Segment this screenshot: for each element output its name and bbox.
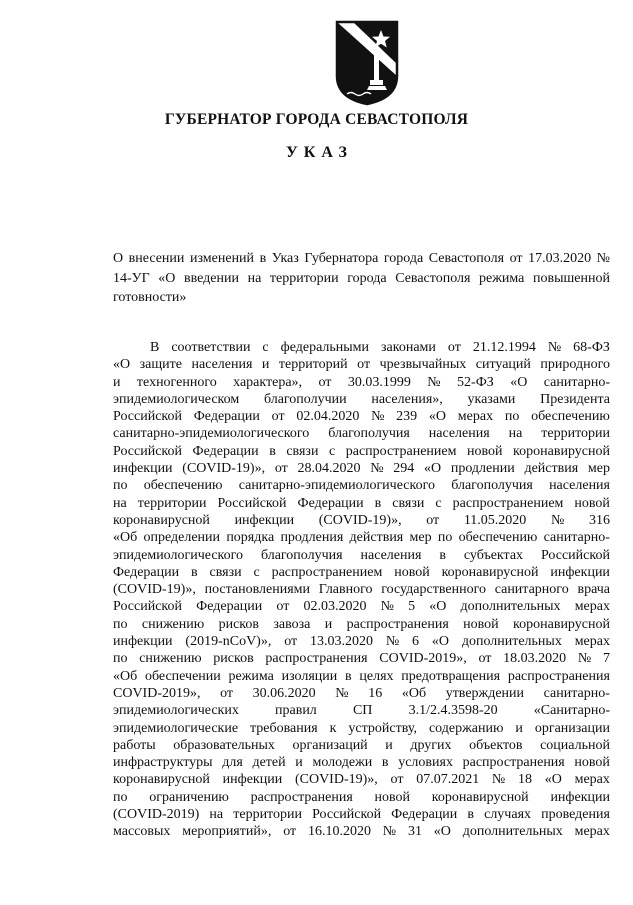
body-line [113, 339, 610, 356]
body-word: по [437, 530, 453, 546]
body-word: санитарно-эпидемиологического [113, 426, 310, 442]
body-word: связи [286, 443, 319, 459]
governor-title: ГУБЕРНАТОР ГОРОДА СЕВАСТОПОЛЯ [164, 111, 469, 128]
body-word: коронавирусной [113, 772, 210, 788]
body-word: эпидемиологического [113, 547, 244, 563]
body-word: (2019-nCoV)», [185, 634, 272, 650]
body-word: социальной [540, 737, 610, 753]
body-word: связи [392, 495, 425, 511]
body-word: объектов [469, 737, 523, 753]
body-word: завоза [273, 616, 311, 632]
body-word: снижению [141, 616, 205, 632]
body-word: 21.12.1994 [472, 340, 536, 355]
body-word: случаях [484, 807, 532, 823]
body-word: дополнительных [460, 599, 561, 615]
body-word: правил [275, 703, 317, 719]
body-word: и [261, 357, 270, 373]
body-word: и [324, 616, 333, 632]
body-word: санитарно- [543, 374, 610, 390]
body-word: мероприятий», [182, 824, 272, 840]
body-line [113, 616, 610, 633]
body-word: населения [360, 547, 422, 563]
body-word: 18 [518, 772, 533, 788]
body-word: от [318, 374, 332, 390]
body-word: характера», [233, 374, 303, 390]
body-word: субъектах [463, 547, 524, 563]
body-word: 02.04.2020 [296, 409, 360, 425]
body-word: новой [574, 755, 610, 771]
body-line [113, 495, 610, 512]
body-word: Российской [540, 547, 610, 563]
body-word: санитарно-эпидемиологического [238, 478, 435, 494]
body-word: населения [549, 478, 610, 494]
body-word: утверждении [445, 685, 525, 701]
body-word: обеспечению [143, 478, 223, 494]
body-word: «О [510, 374, 528, 390]
body-word: от [274, 461, 288, 477]
body-word: «О [428, 409, 447, 425]
body-word: от [390, 772, 404, 788]
body-word: благополучия [451, 478, 533, 494]
body-word: 16.10.2020 [307, 824, 371, 840]
body-word: обеспечению [531, 409, 610, 425]
body-word: Президента [540, 391, 610, 407]
body-word: № [371, 409, 385, 425]
body-word: эпидемиологические [113, 720, 239, 736]
body-word: территории [137, 495, 207, 511]
body-word: от [357, 357, 371, 373]
body-word: новой [374, 789, 411, 805]
body-word: коронавирусной [513, 443, 610, 459]
body-word: снижению [139, 651, 202, 667]
body-word: по [113, 616, 128, 632]
body-word: и [385, 737, 393, 753]
body-word: «О [544, 772, 562, 788]
body-word: с [435, 495, 442, 511]
body-word: чрезвычайных [379, 357, 467, 373]
body-word: проведения [541, 807, 610, 823]
body-word: новой [394, 564, 430, 580]
body-word: по [113, 478, 128, 494]
body-word: в [439, 547, 446, 563]
body-word: 30.03.1999 [347, 374, 411, 390]
body-word: распространения [250, 789, 353, 805]
body-word: территории [233, 807, 302, 823]
body-word: дополнительных [461, 634, 562, 650]
body-word: № [550, 512, 565, 528]
body-word: 68-ФЗ [573, 340, 610, 355]
body-word: населения [428, 426, 490, 442]
body-word: обеспечении [144, 668, 221, 684]
body-word: с [328, 443, 336, 459]
body-word: мерах [574, 824, 610, 840]
body-word: мерах [574, 599, 610, 615]
body-word: Федерации [196, 599, 263, 615]
body-word: в [191, 564, 198, 580]
body-word: распространением [452, 495, 564, 511]
body-word: 30.06.2020 [252, 685, 316, 701]
body-word: «О [113, 357, 131, 373]
body-word: «О [433, 824, 451, 840]
body-word: работы [113, 737, 156, 753]
body-word: 07.07.2021 [416, 772, 480, 788]
body-line [113, 702, 610, 719]
body-word: № [577, 651, 592, 667]
body-word: предотвращения [401, 668, 501, 684]
body-word: законами [381, 340, 436, 355]
body-word: изоляции [281, 668, 338, 684]
body-word: 52-ФЗ [457, 374, 494, 390]
body-word: с [262, 340, 269, 355]
body-line [113, 529, 610, 546]
body-word: 5 [408, 599, 416, 615]
body-word: 02.03.2020 [303, 599, 367, 615]
body-word: мерах [457, 409, 494, 425]
body-word: молодежи [312, 755, 373, 771]
body-word: определении [143, 530, 221, 546]
body-word: инфекции [113, 461, 173, 477]
body-word: рисков [213, 651, 254, 667]
body-word: постановлениями [204, 582, 311, 598]
body-word: Федерации [113, 564, 180, 580]
body-word: с [253, 564, 260, 580]
body-word: связи [209, 564, 242, 580]
body-word: населения», [371, 391, 443, 407]
body-word: (COVID-19)», [318, 512, 402, 528]
body-word: распространения [265, 651, 368, 667]
body-word: врача [577, 582, 610, 598]
body-word: в [467, 807, 475, 823]
body-word: рисков [218, 616, 260, 632]
body-word: в [374, 495, 382, 511]
body-word: территории [541, 426, 610, 442]
body-word: санитарно- [543, 530, 610, 546]
body-word: распространения [507, 668, 610, 684]
body-word: на [113, 495, 127, 511]
body-word: 18.03.2020 [503, 651, 567, 667]
document-type-title: УКАЗ [286, 144, 353, 161]
body-word: распространения [462, 755, 565, 771]
body-word: действия [349, 530, 404, 546]
body-line [113, 443, 610, 460]
body-word: новой [574, 495, 610, 511]
body-line [113, 823, 610, 840]
body-line [113, 685, 610, 702]
body-word: № [370, 461, 384, 477]
body-word: «О [431, 634, 449, 650]
body-word: «Об [401, 685, 427, 701]
body-word: целях [359, 668, 394, 684]
body-word: требования [250, 720, 318, 736]
body-word: «Об [113, 668, 138, 684]
body-word: от [271, 409, 285, 425]
body-word: содержанию [428, 720, 504, 736]
body-word: детей [252, 755, 286, 771]
body-line [113, 512, 610, 529]
body-word: COVID-2019», [379, 651, 467, 667]
body-word: Федерации [297, 495, 364, 511]
body-word: по [504, 409, 520, 425]
body-word: COVID-2019», [113, 685, 201, 701]
body-word: Российской [217, 495, 287, 511]
body-word: № [380, 599, 394, 615]
body-word: 7 [602, 651, 610, 667]
body-word: других [410, 737, 452, 753]
body-word: инфекции [550, 789, 610, 805]
body-word: на [508, 426, 523, 442]
body-word: № [382, 824, 397, 840]
sevastopol-coat-of-arms-icon [333, 18, 401, 106]
body-word: инфекции [222, 772, 283, 788]
body-line [113, 391, 610, 408]
body-line [113, 737, 610, 754]
body-word: для [222, 755, 243, 771]
body-word: Федерации [193, 409, 260, 425]
body-word: в [381, 755, 389, 771]
body-word: 3.1/2.4.3598-20 [408, 703, 498, 719]
body-word: продления [280, 530, 344, 546]
body-line [113, 564, 610, 581]
body-line [113, 720, 610, 737]
body-word: Российской [113, 409, 182, 425]
body-word: техногенного [136, 374, 217, 390]
body-word: эпидемиологических [113, 703, 239, 719]
body-word: 316 [588, 512, 610, 528]
body-word: мер [587, 461, 610, 477]
body-word: инфекции [113, 634, 173, 650]
body-word: № [335, 685, 349, 701]
body-word: и [295, 755, 303, 771]
body-word: и [113, 374, 121, 390]
body-line [113, 374, 610, 391]
body-word: условиях [398, 755, 453, 771]
body-line [113, 754, 610, 771]
body-word: № [427, 374, 441, 390]
body-word: санитарно- [543, 685, 610, 701]
body-word: В [150, 340, 160, 355]
body-line [113, 806, 610, 823]
body-word: коронавирусной [431, 789, 529, 805]
body-line [113, 408, 610, 425]
body-word: (COVID-19)», [294, 772, 378, 788]
body-word: «О [429, 599, 447, 615]
body-word: 6 [412, 634, 420, 650]
body-word: распространения [346, 616, 449, 632]
body-word: обеспечению [458, 530, 538, 546]
body-word: от [276, 599, 290, 615]
body-word: от [220, 685, 234, 701]
body-word: защите [139, 357, 182, 373]
body-word: дополнительных [462, 824, 563, 840]
body-word: 11.05.2020 [463, 512, 527, 528]
body-line [113, 356, 610, 373]
body-word: соответствии [171, 340, 251, 355]
body-word: «Об [113, 530, 138, 546]
body-word: федеральными [280, 340, 370, 355]
body-line [113, 668, 610, 685]
body-word: Федерации [391, 807, 458, 823]
body-word: Федерации [192, 443, 259, 459]
body-word: (COVID-19)», [182, 461, 266, 477]
body-line [113, 547, 610, 564]
body-word: 239 [396, 409, 418, 425]
body-word: СП [352, 703, 373, 719]
body-word: ограничению [149, 789, 229, 805]
body-line [113, 477, 610, 494]
body-word: «О [424, 461, 442, 477]
body-word: 31 [407, 824, 422, 840]
body-word: населения [191, 357, 253, 373]
body-word: мерах [574, 634, 610, 650]
body-word: № [491, 772, 506, 788]
body-word: инфекции [234, 512, 295, 528]
body-word: Российской [312, 807, 382, 823]
body-word: благополучия [260, 547, 343, 563]
body-word: к [329, 720, 337, 736]
body-word: природного [540, 357, 610, 373]
body-word: режима [228, 668, 274, 684]
body-word: № [547, 340, 562, 355]
body-word: мерах [574, 772, 610, 788]
body-word: устройству, [348, 720, 417, 736]
body-word: новой [463, 616, 499, 632]
body-word: от [447, 340, 461, 355]
body-word: коронавирусной [513, 616, 610, 632]
body-line [113, 633, 610, 650]
body-word: Главного [318, 582, 373, 598]
body-line [113, 425, 610, 442]
body-word: на [209, 807, 224, 823]
body-line [113, 581, 610, 598]
body-word: по [113, 789, 128, 805]
body-word: ситуаций [475, 357, 531, 373]
body-word: коронавирусной [441, 564, 539, 580]
body-word: благополучии [263, 391, 347, 407]
body-word: благополучия [328, 426, 410, 442]
body-word: от [478, 651, 492, 667]
body-word: «Санитарно- [533, 703, 610, 719]
body-word: санитарного [494, 582, 569, 598]
body-word: действия [524, 461, 579, 477]
body-word: от [426, 512, 440, 528]
body-word: в [269, 443, 276, 459]
body-word: государственного [381, 582, 486, 598]
body-word: новой [467, 443, 503, 459]
body-word: распространением [271, 564, 383, 580]
body-word: порядка [226, 530, 275, 546]
decree-subject: О внесении изменений в Указ Губернатора города Севастополя от 17.03.2020 № 14-УГ «О введении на территории города Севастополя режима повышенной готовности» [113, 251, 610, 305]
body-line [113, 650, 610, 667]
body-word: 294 [393, 461, 415, 477]
body-word: от [283, 824, 297, 840]
body-word: от [284, 634, 298, 650]
body-word: и [515, 720, 523, 736]
body-word: организации [534, 720, 610, 736]
body-word: массовых [113, 824, 171, 840]
body-word: 28.04.2020 [297, 461, 361, 477]
body-word: территорий [278, 357, 348, 373]
body-word: инфраструктуры [113, 755, 213, 771]
body-word: (COVID-2019) [113, 807, 200, 823]
body-word: № [385, 634, 400, 650]
body-word: 16 [368, 685, 383, 701]
body-word: мер [409, 530, 432, 546]
body-word: Российской [113, 443, 182, 459]
body-word: 13.03.2020 [309, 634, 373, 650]
body-word: коронавирусной [113, 512, 210, 528]
decree-body [113, 339, 610, 841]
body-word: эпидемиологическом [113, 391, 240, 407]
body-line [113, 789, 610, 806]
body-word: инфекции [550, 564, 610, 580]
body-word: (COVID-19)», [113, 582, 196, 598]
body-line [113, 460, 610, 477]
body-word: по [113, 651, 128, 667]
body-word: образовательных [173, 737, 275, 753]
body-word: организаций [292, 737, 368, 753]
body-word: Российской [113, 599, 182, 615]
body-line [113, 771, 610, 788]
body-word: в [345, 668, 352, 684]
body-line [113, 598, 610, 615]
body-word: распространением [345, 443, 457, 459]
body-word: продлении [450, 461, 515, 477]
body-word: указами [467, 391, 516, 407]
